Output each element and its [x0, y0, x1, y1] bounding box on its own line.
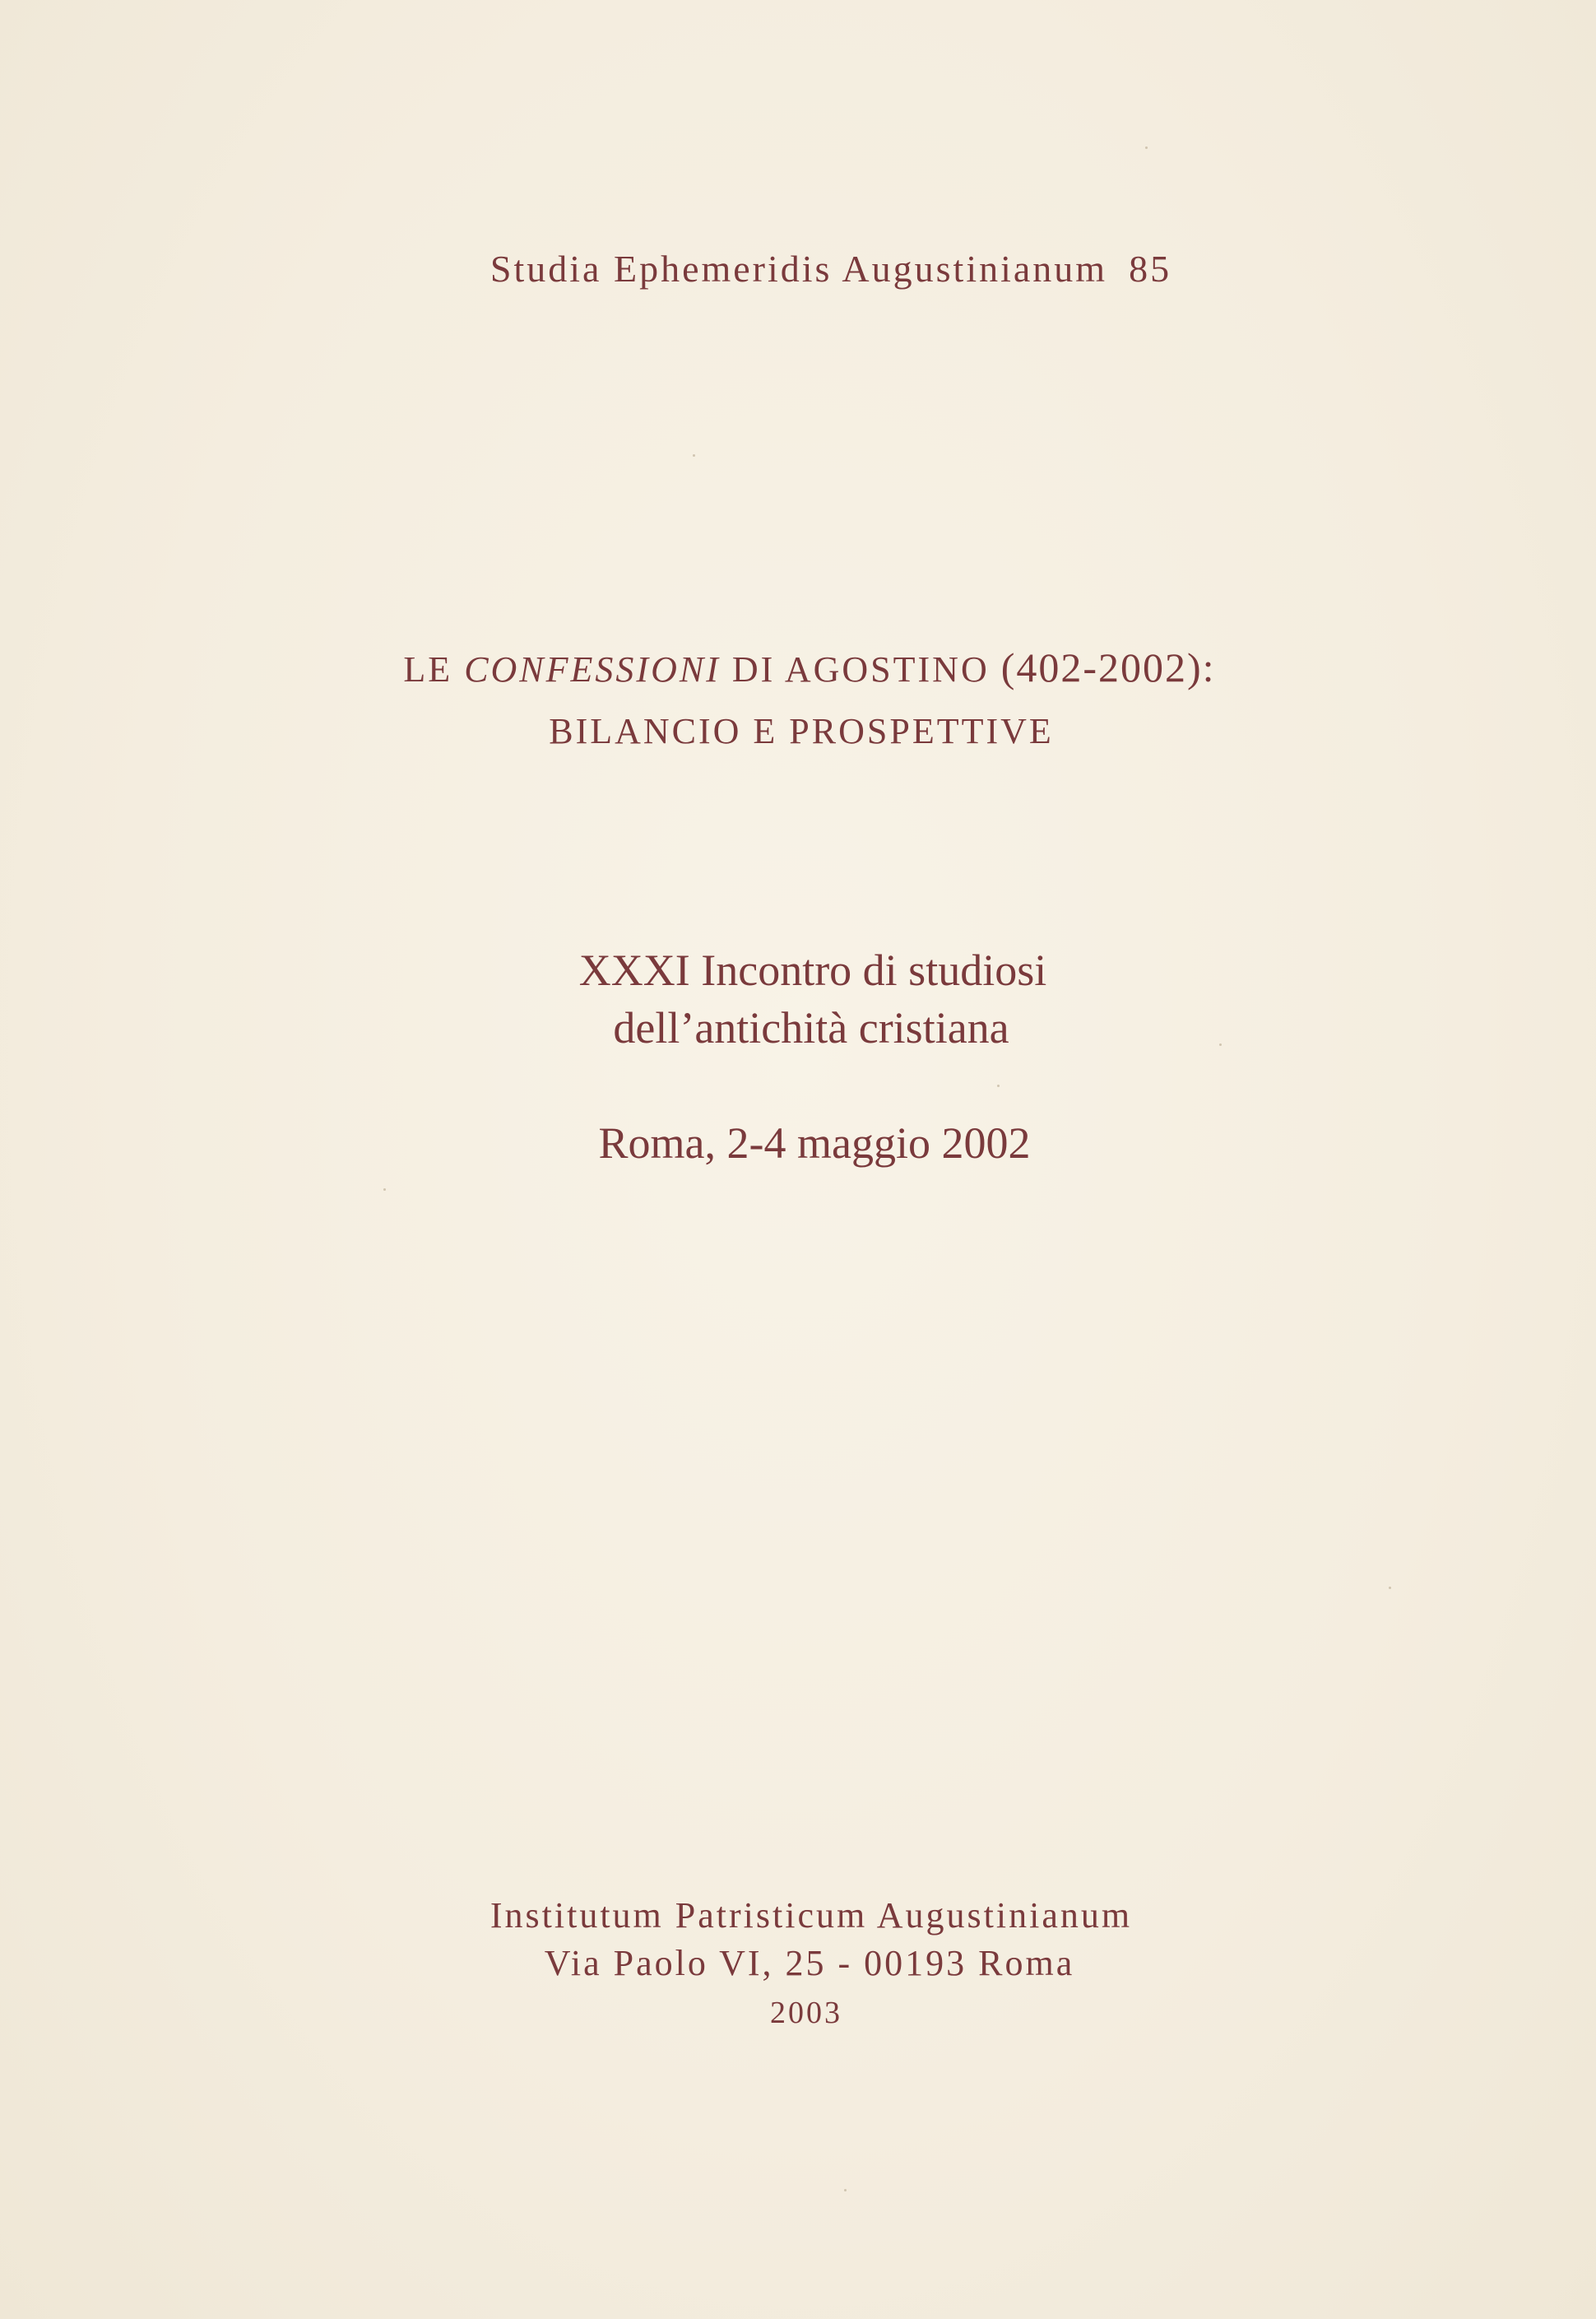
paper-speck [844, 2189, 847, 2191]
paper-speck [693, 454, 695, 457]
paper-speck [997, 1085, 1000, 1087]
paper-speck [1145, 146, 1148, 149]
series-name: Studia Ephemeridis Augustinianum [489, 248, 1108, 290]
title-middle: DI AGOSTINO [720, 649, 1001, 690]
publication-year: 2003 [770, 1996, 842, 2030]
publisher-name: Institutum Patristicum Augustinianum [489, 1895, 1133, 1936]
paper-speck [383, 1188, 386, 1191]
book-title-line-2: BILANCIO E PROSPETTIVE [549, 711, 1054, 751]
series-number: 85 [1129, 248, 1172, 290]
publisher-address: Via Paolo VI, 25 - 00193 Roma [544, 1943, 1075, 1983]
meeting-line-1: XXXI Incontro di studiosi [578, 946, 1047, 995]
meeting-line-2: dell’antichità cristiana [613, 1003, 1009, 1053]
title-italic-word: CONFESSIONI [464, 649, 721, 690]
meeting-date: Roma, 2-4 maggio 2002 [598, 1118, 1031, 1168]
title-prefix: LE [403, 649, 465, 690]
paper-speck [1219, 1043, 1222, 1046]
series-title [33, 247, 1596, 290]
book-title-line-1 [12, 644, 1596, 691]
title-years: (402-2002): [1000, 644, 1216, 690]
paper-speck [1389, 1587, 1391, 1589]
